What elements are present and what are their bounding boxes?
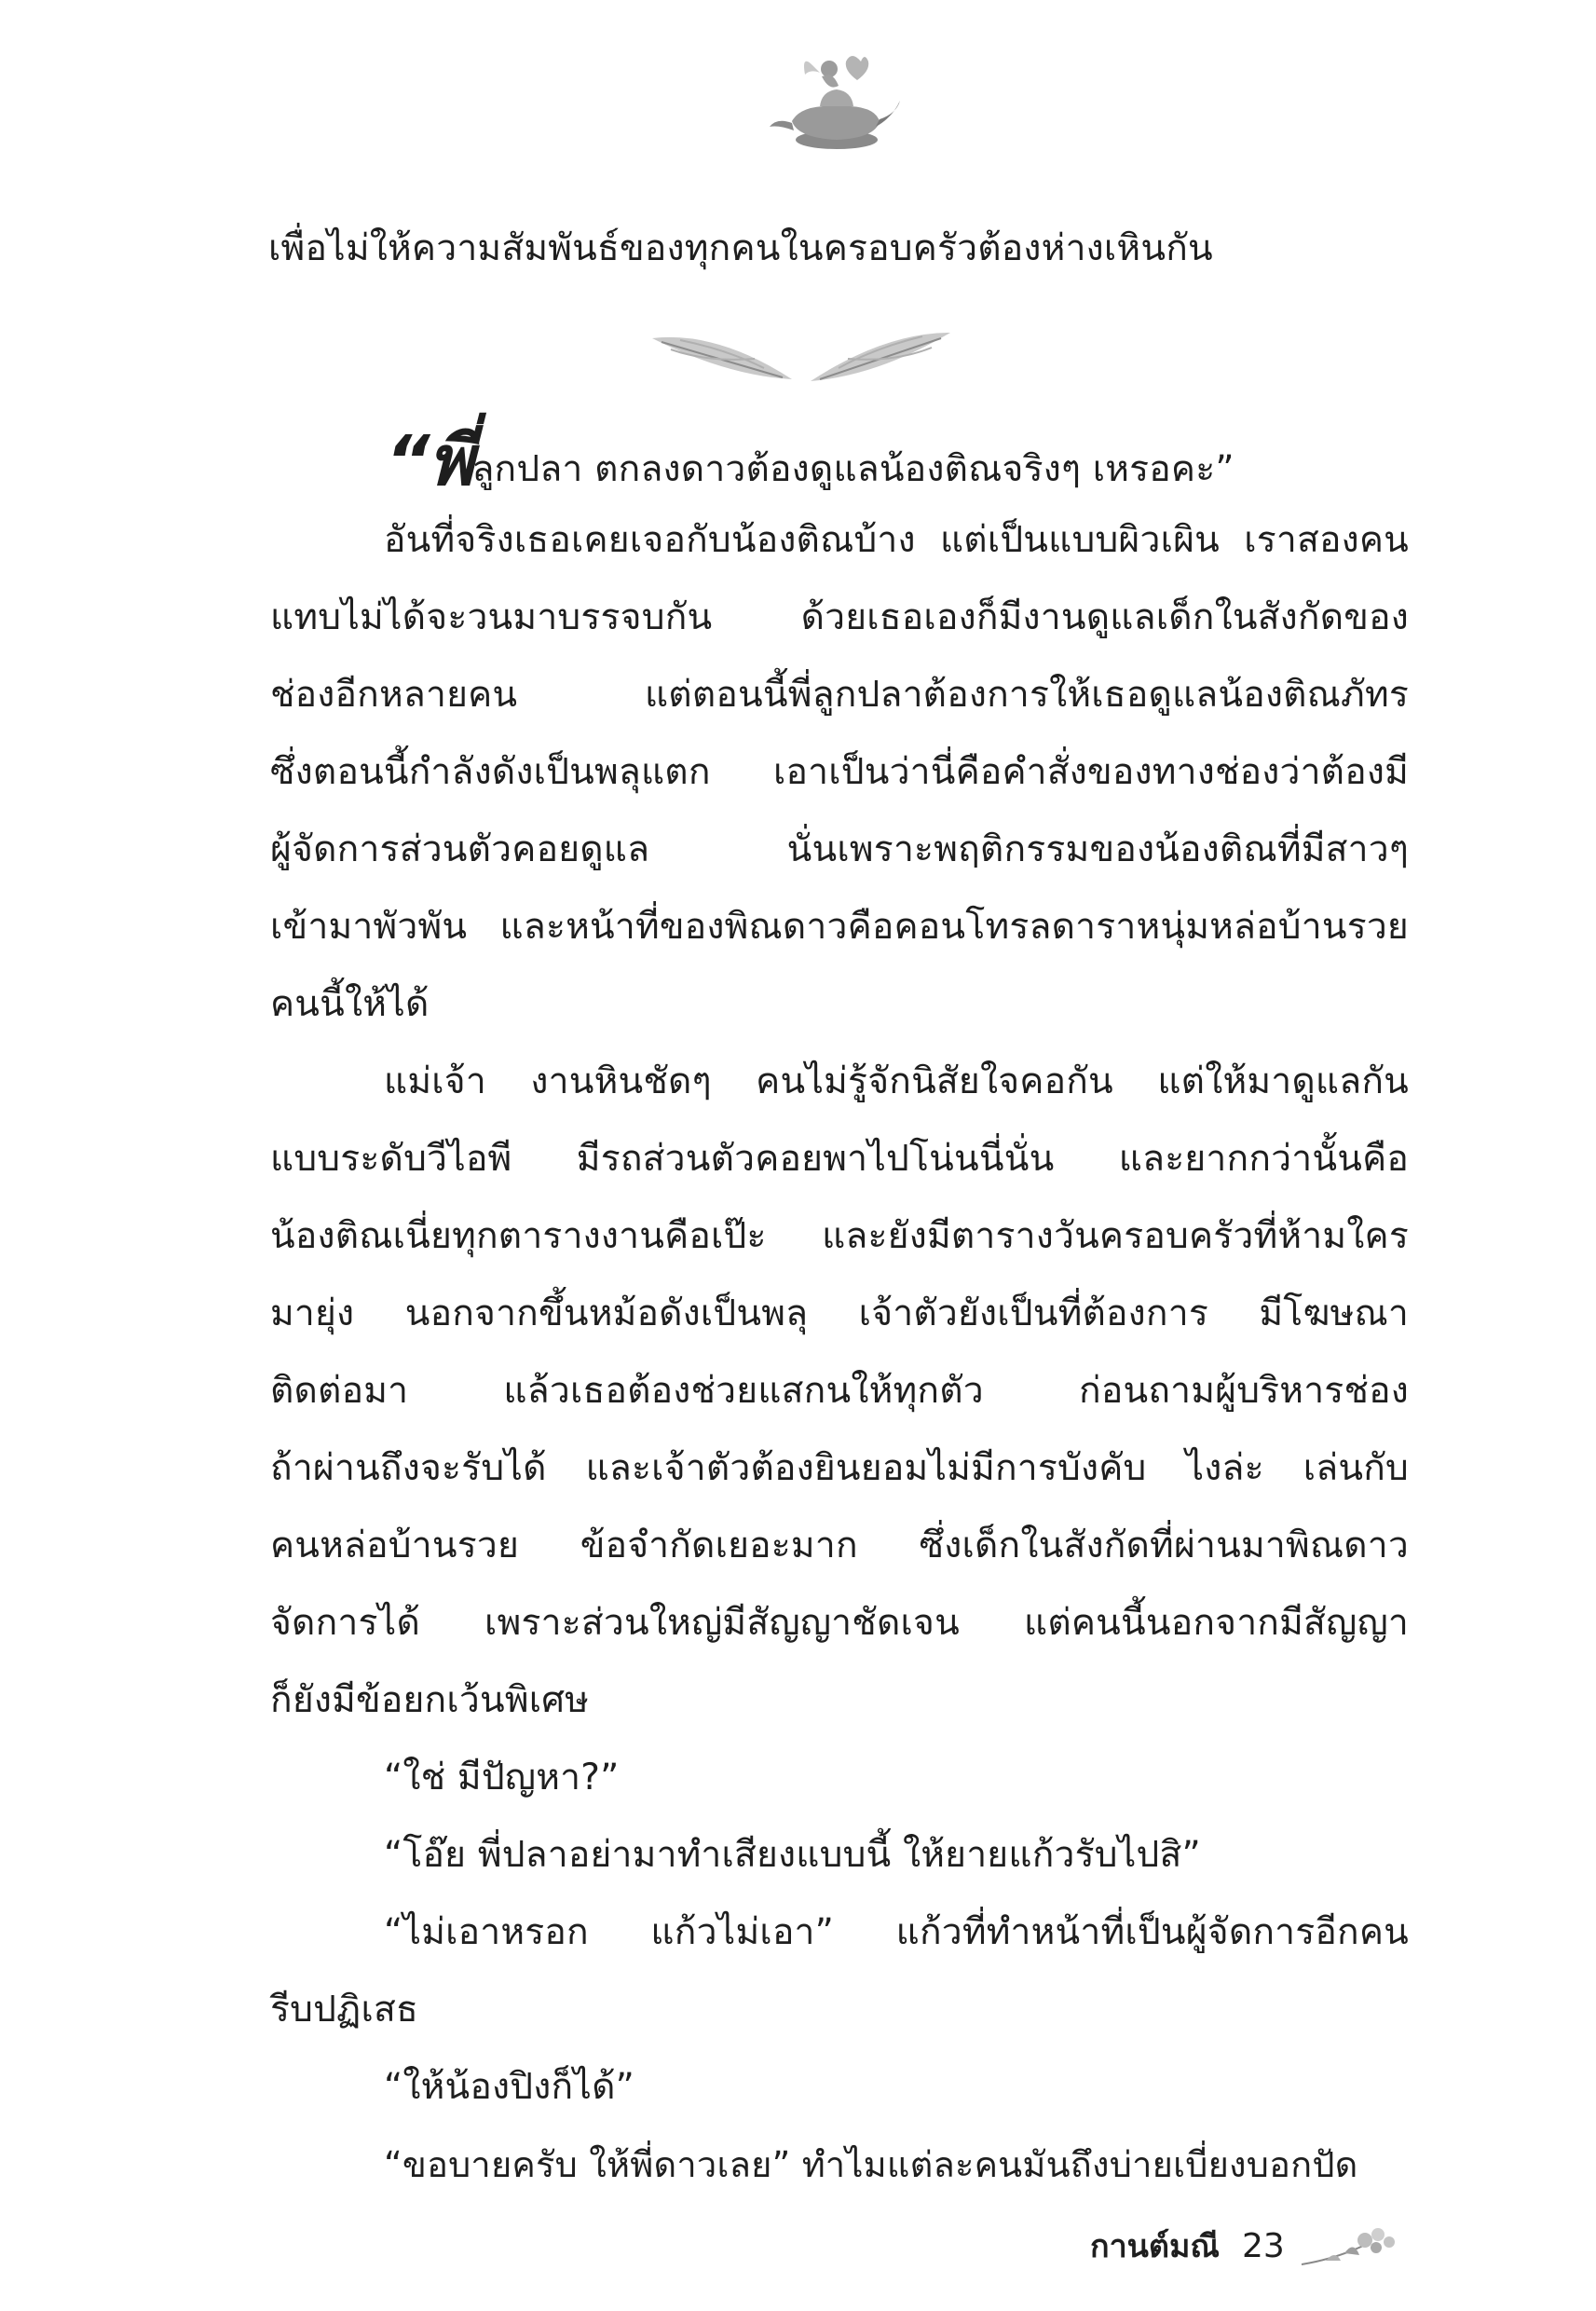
dialogue-line: “ขอบายครับ ให้พี่ดาวเลย” ทำไมแต่ละคนมันถึงบ่ายเบี่ยงบอกปัด bbox=[384, 2144, 1358, 2185]
paragraph-line: เข้ามาพัวพัน และหน้าที่ของพิณดาวคือคอนโทรลดาราหนุ่มหล่อบ้านรวย bbox=[270, 906, 1409, 948]
paragraph-line: อันที่จริงเธอเคยเจอกับน้องติณบ้าง แต่เป็นแบบผิวเผิน เราสองคน bbox=[384, 519, 1409, 561]
opening-line: เพื่อไม่ให้ความสัมพันธ์ของทุกคนในครอบครัวต้องห่างเหินกัน bbox=[268, 227, 1213, 269]
paragraph-line: คนหล่อบ้านรวย ข้อจำกัดเยอะมาก ซึ่งเด็กในสังกัดที่ผ่านมาพิณดาว bbox=[270, 1525, 1409, 1566]
paragraph-line: ผู้จัดการส่วนตัวคอยดูแล นั่นเพราะพฤติกรรมของน้องติณที่มีสาวๆ bbox=[270, 828, 1409, 870]
page-number: 23 bbox=[1241, 2226, 1285, 2265]
paragraph-line: แบบระดับวีไอพี มีรถส่วนตัวคอยพาไปโน่นนี่นั่น และยากกว่านั้นคือ bbox=[270, 1138, 1409, 1180]
paragraph-line: น้องติณเนี่ยทุกตารางงานคือเป๊ะ และยังมีตารางวันครอบครัวที่ห้ามใคร bbox=[270, 1215, 1409, 1257]
dialogue-line: รีบปฏิเสธ bbox=[270, 1989, 418, 2031]
paragraph-line: ก็ยังมีข้อยกเว้นพิเศษ bbox=[270, 1679, 590, 1721]
genie-lamp-ornament-icon bbox=[764, 48, 904, 160]
paragraph-line: แม่เจ้า งานหินชัดๆ คนไม่รู้จักนิสัยใจคอกัน แต่ให้มาดูแลกัน bbox=[384, 1060, 1409, 1102]
feather-divider-icon bbox=[643, 321, 960, 396]
dropcap: “พี่ bbox=[386, 421, 472, 501]
paragraph-line: แทบไม่ได้จะวนมาบรรจบกัน ด้วยเธอเองก็มีงานดูแลเด็กในสังกัดของ bbox=[270, 596, 1409, 638]
book-title: กานต์มณี bbox=[1090, 2228, 1220, 2265]
paragraph-line: ติดต่อมา แล้วเธอต้องช่วยแสกนให้ทุกตัว ก่อนถามผู้บริหารช่อง bbox=[270, 1370, 1409, 1412]
paragraph-line: คนนี้ให้ได้ bbox=[270, 983, 430, 1025]
paragraph-line: ซึ่งตอนนี้กำลังดังเป็นพลุแตก เอาเป็นว่านี่คือคำสั่งของทางช่องว่าต้องมี bbox=[270, 751, 1409, 793]
paragraph-line: จัดการได้ เพราะส่วนใหญ่มีสัญญาชัดเจน แต่คนนี้นอกจากมีสัญญา bbox=[270, 1602, 1409, 1644]
dialogue-line: “ให้น้องปิงก็ได้” bbox=[384, 2066, 635, 2108]
dialogue-line: “โอ๊ย พี่ปลาอย่ามาทำเสียงแบบนี้ ให้ยายแก้วรับไปสิ” bbox=[384, 1834, 1201, 1876]
opening-dialogue: ลูกปลา ตกลงดาวต้องดูแลน้องติณจริงๆ เหรอคะ” bbox=[471, 448, 1235, 490]
page-footer bbox=[1090, 2218, 1400, 2274]
section-opening-line bbox=[386, 421, 1235, 501]
dialogue-line: “ใช่ มีปัญหา?” bbox=[384, 1757, 620, 1798]
paragraph-line: มายุ่ง นอกจากขึ้นหม้อดังเป็นพลุ เจ้าตัวยังเป็นที่ต้องการ มีโฆษณา bbox=[270, 1292, 1409, 1334]
dialogue-line: “ไม่เอาหรอก แก้วไม่เอา” แก้วที่ทำหน้าที่เป็นผู้จัดการอีกคน bbox=[384, 1911, 1409, 1953]
flower-sprig-icon bbox=[1298, 2218, 1400, 2274]
paragraph-line: ถ้าผ่านถึงจะรับได้ และเจ้าตัวต้องยินยอมไม่มีการบังคับ ไงล่ะ เล่นกับ bbox=[270, 1447, 1409, 1489]
paragraph-line: ช่องอีกหลายคน แต่ตอนนี้พี่ลูกปลาต้องการให้เธอดูแลน้องติณภัทร bbox=[270, 674, 1409, 716]
